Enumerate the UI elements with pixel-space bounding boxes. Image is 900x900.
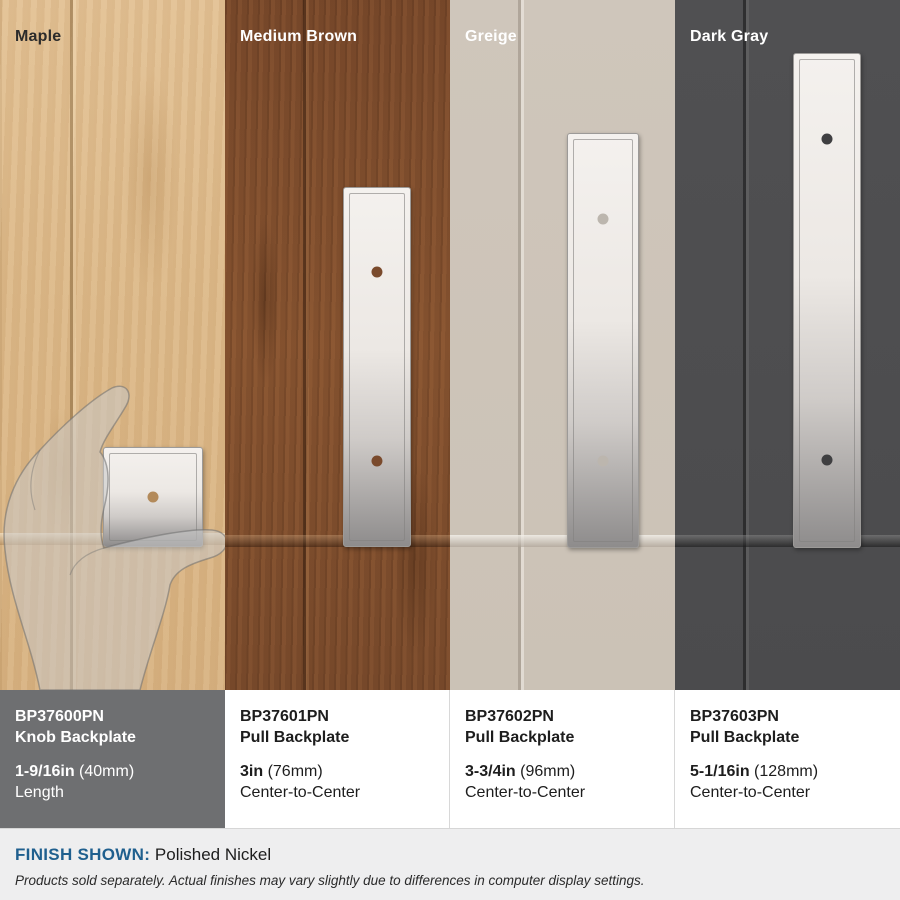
finish-name-greige: Greige (465, 28, 517, 45)
product-size (465, 761, 659, 782)
finish-name-medium-brown: Medium Brown (240, 28, 358, 45)
size-metric: (40mm) (79, 763, 135, 780)
panel-dark-gray (675, 0, 900, 690)
product-info-bp37603pn (675, 690, 900, 828)
product-size (240, 761, 434, 782)
cabinet-rail (675, 535, 900, 547)
product-type: Knob Backplate (15, 729, 136, 746)
product-size (690, 761, 885, 782)
size-imperial: 3in (240, 763, 264, 780)
size-imperial: 3-3/4in (465, 763, 516, 780)
product-info-row (0, 690, 900, 828)
product-info-bp37601pn (225, 690, 450, 828)
product-sku: BP37602PN (465, 708, 554, 725)
mounting-hole-bottom (372, 456, 383, 467)
size-imperial: 5-1/16in (690, 763, 750, 780)
finish-shown-value: Polished Nickel (154, 845, 272, 864)
size-description: Center-to-Center (465, 784, 586, 801)
product-type: Pull Backplate (465, 729, 575, 746)
panel-greige (450, 0, 675, 690)
mounting-hole-top (598, 214, 609, 225)
pull-backplate-3in (343, 187, 411, 547)
pull-backplate-5-1-16in (793, 53, 861, 548)
product-info-bp37600pn (0, 690, 225, 828)
product-info-bp37602pn (450, 690, 675, 828)
product-sku: BP37600PN (15, 708, 104, 725)
size-imperial: 1-9/16in (15, 763, 75, 780)
footer (0, 828, 900, 900)
product-sku: BP37601PN (240, 708, 329, 725)
size-metric: (128mm) (754, 763, 819, 780)
size-description: Center-to-Center (240, 784, 361, 801)
finish-name-maple: Maple (15, 28, 62, 45)
product-sku: BP37603PN (690, 708, 779, 725)
size-metric: (96mm) (520, 763, 576, 780)
product-type: Pull Backplate (690, 729, 800, 746)
size-metric: (76mm) (267, 763, 323, 780)
pull-backplate-3-3-4in (567, 133, 639, 548)
mounting-hole-top (372, 267, 383, 278)
finish-shown-label: FINISH SHOWN: (15, 845, 151, 864)
finish-shown (15, 844, 885, 866)
mounting-hole (148, 492, 159, 503)
mounting-hole-top (822, 134, 833, 145)
product-size (15, 761, 210, 782)
panel-medium-brown (225, 0, 450, 690)
size-description: Length (15, 784, 64, 801)
cabinet-rail (225, 535, 450, 547)
mounting-hole-bottom (598, 456, 609, 467)
finish-name-dark-gray: Dark Gray (690, 28, 769, 45)
mounting-hole-bottom (822, 455, 833, 466)
disclaimer: Products sold separately. Actual finishes may vary slightly due to differences in computer display settings. (15, 873, 645, 888)
product-type: Pull Backplate (240, 729, 350, 746)
size-description: Center-to-Center (690, 784, 811, 801)
cabinet-rail (450, 535, 675, 547)
knob-backplate (103, 447, 203, 547)
panel-maple (0, 0, 225, 690)
